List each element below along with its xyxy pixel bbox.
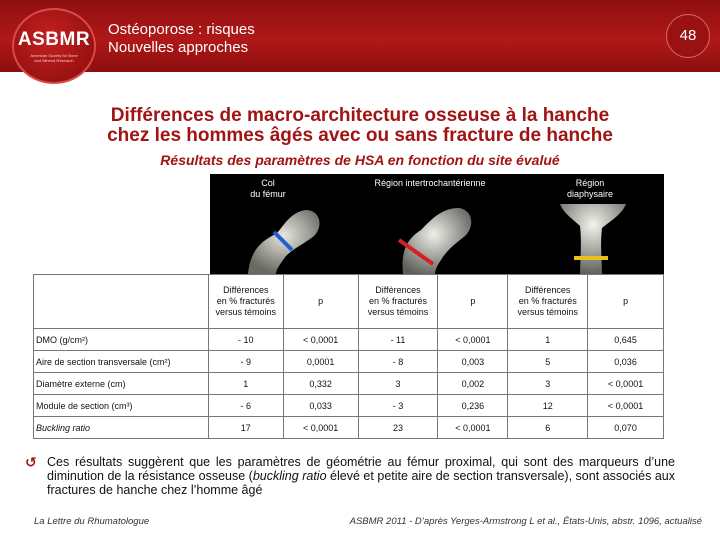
logo-text: ASBMR xyxy=(17,29,91,50)
table-row xyxy=(34,351,664,373)
table-cell: 0,332 xyxy=(283,373,358,395)
conclusion-text: Ces résultats suggèrent que les paramètres de géométrie au fémur proximal, qui sont des marqueurs d’une diminution de la résistance osseuse (buckling ratio élevé et petite aire de section transversale), sont associés aux fractures de hanche chez l’homme âgé xyxy=(47,455,675,497)
footer-source-journal: La Lettre du Rhumatologue xyxy=(34,516,150,527)
header-title-line2: Nouvelles approches xyxy=(108,39,249,56)
header-title xyxy=(108,21,255,57)
slide-title-line1: Différences de macro-architecture osseuse à la hanche xyxy=(110,105,610,126)
header-title-line1: Ostéoporose : risques xyxy=(108,21,255,38)
table-cell: - 11 xyxy=(358,329,438,351)
table-cell: - 3 xyxy=(358,395,438,417)
conclusion-bullet xyxy=(25,455,675,497)
table-cell: 12 xyxy=(508,395,588,417)
header-diff-intertrochanteric: Différences en % fracturés versus témoins xyxy=(358,275,438,329)
caption-diaphyseal: Région diaphysaire xyxy=(566,178,614,199)
table-cell: 1 xyxy=(508,329,588,351)
row-label: Aire de section transversale (cm²) xyxy=(34,351,209,373)
table-row xyxy=(34,329,664,351)
table-cell: < 0,0001 xyxy=(438,329,508,351)
hsa-results-table xyxy=(33,274,664,439)
table-row xyxy=(34,417,664,439)
table-cell: < 0,0001 xyxy=(283,329,358,351)
header-empty-cell xyxy=(34,275,209,329)
table-cell: 5 xyxy=(508,351,588,373)
header-diff-diaphyseal: Différences en % fracturés versus témoins xyxy=(508,275,588,329)
table-cell: < 0,0001 xyxy=(588,395,664,417)
page-number-badge: 48 xyxy=(666,14,710,58)
logo-subtext: American Society for Bone and Mineral Research xyxy=(30,53,78,63)
table-cell: 6 xyxy=(508,417,588,439)
table-cell: < 0,0001 xyxy=(438,417,508,439)
table-cell: 1 xyxy=(208,373,283,395)
table-row xyxy=(34,395,664,417)
asbmr-logo xyxy=(12,8,96,84)
femur-diaphysis-image xyxy=(540,204,640,274)
table-cell: < 0,0001 xyxy=(283,417,358,439)
table-cell: 0,036 xyxy=(588,351,664,373)
table-cell: < 0,0001 xyxy=(588,373,664,395)
header-p-col: p xyxy=(283,275,358,329)
table-cell: 23 xyxy=(358,417,438,439)
arrow-bullet-icon: ↺ xyxy=(25,454,37,470)
table-cell: 0,236 xyxy=(438,395,508,417)
femur-images-panel xyxy=(210,174,664,274)
header-p-diaphyseal: p xyxy=(588,275,664,329)
table-cell: 0,070 xyxy=(588,417,664,439)
table-cell: 0,033 xyxy=(283,395,358,417)
row-label: Module de section (cm³) xyxy=(34,395,209,417)
femur-neck-image xyxy=(228,204,328,274)
slide-title-line2: chez les hommes âgés avec ou sans fracture de hanche xyxy=(107,125,613,146)
header-diff-col: Différences en % fracturés versus témoins xyxy=(208,275,283,329)
slide-subtitle: Résultats des paramètres de HSA en fonction du site évalué xyxy=(160,152,560,168)
row-label: Buckling ratio xyxy=(34,417,209,439)
femur-intertrochanteric-image xyxy=(375,204,485,274)
header-p-intertrochanteric: p xyxy=(438,275,508,329)
table-cell: - 6 xyxy=(208,395,283,417)
table-header-row xyxy=(34,275,664,329)
table-cell: 3 xyxy=(358,373,438,395)
table-cell: 17 xyxy=(208,417,283,439)
table-cell: - 8 xyxy=(358,351,438,373)
table-row xyxy=(34,373,664,395)
table-cell: 0,645 xyxy=(588,329,664,351)
table-cell: 0,002 xyxy=(438,373,508,395)
caption-col: Col du fémur xyxy=(250,178,286,199)
table-cell: 0,003 xyxy=(438,351,508,373)
header-banner xyxy=(0,0,720,72)
table-cell: 3 xyxy=(508,373,588,395)
footer-reference: ASBMR 2011 - D’après Yerges-Armstrong L et al., États-Unis, abstr. 1096, actualisé xyxy=(349,516,702,527)
table-cell: - 10 xyxy=(208,329,283,351)
row-label: DMO (g/cm²) xyxy=(34,329,209,351)
row-label: Diamètre externe (cm) xyxy=(34,373,209,395)
caption-intertrochanteric: Région intertrochantérienne xyxy=(374,178,486,188)
table-cell: 0,0001 xyxy=(283,351,358,373)
table-cell: - 9 xyxy=(208,351,283,373)
slide-title xyxy=(0,106,720,146)
